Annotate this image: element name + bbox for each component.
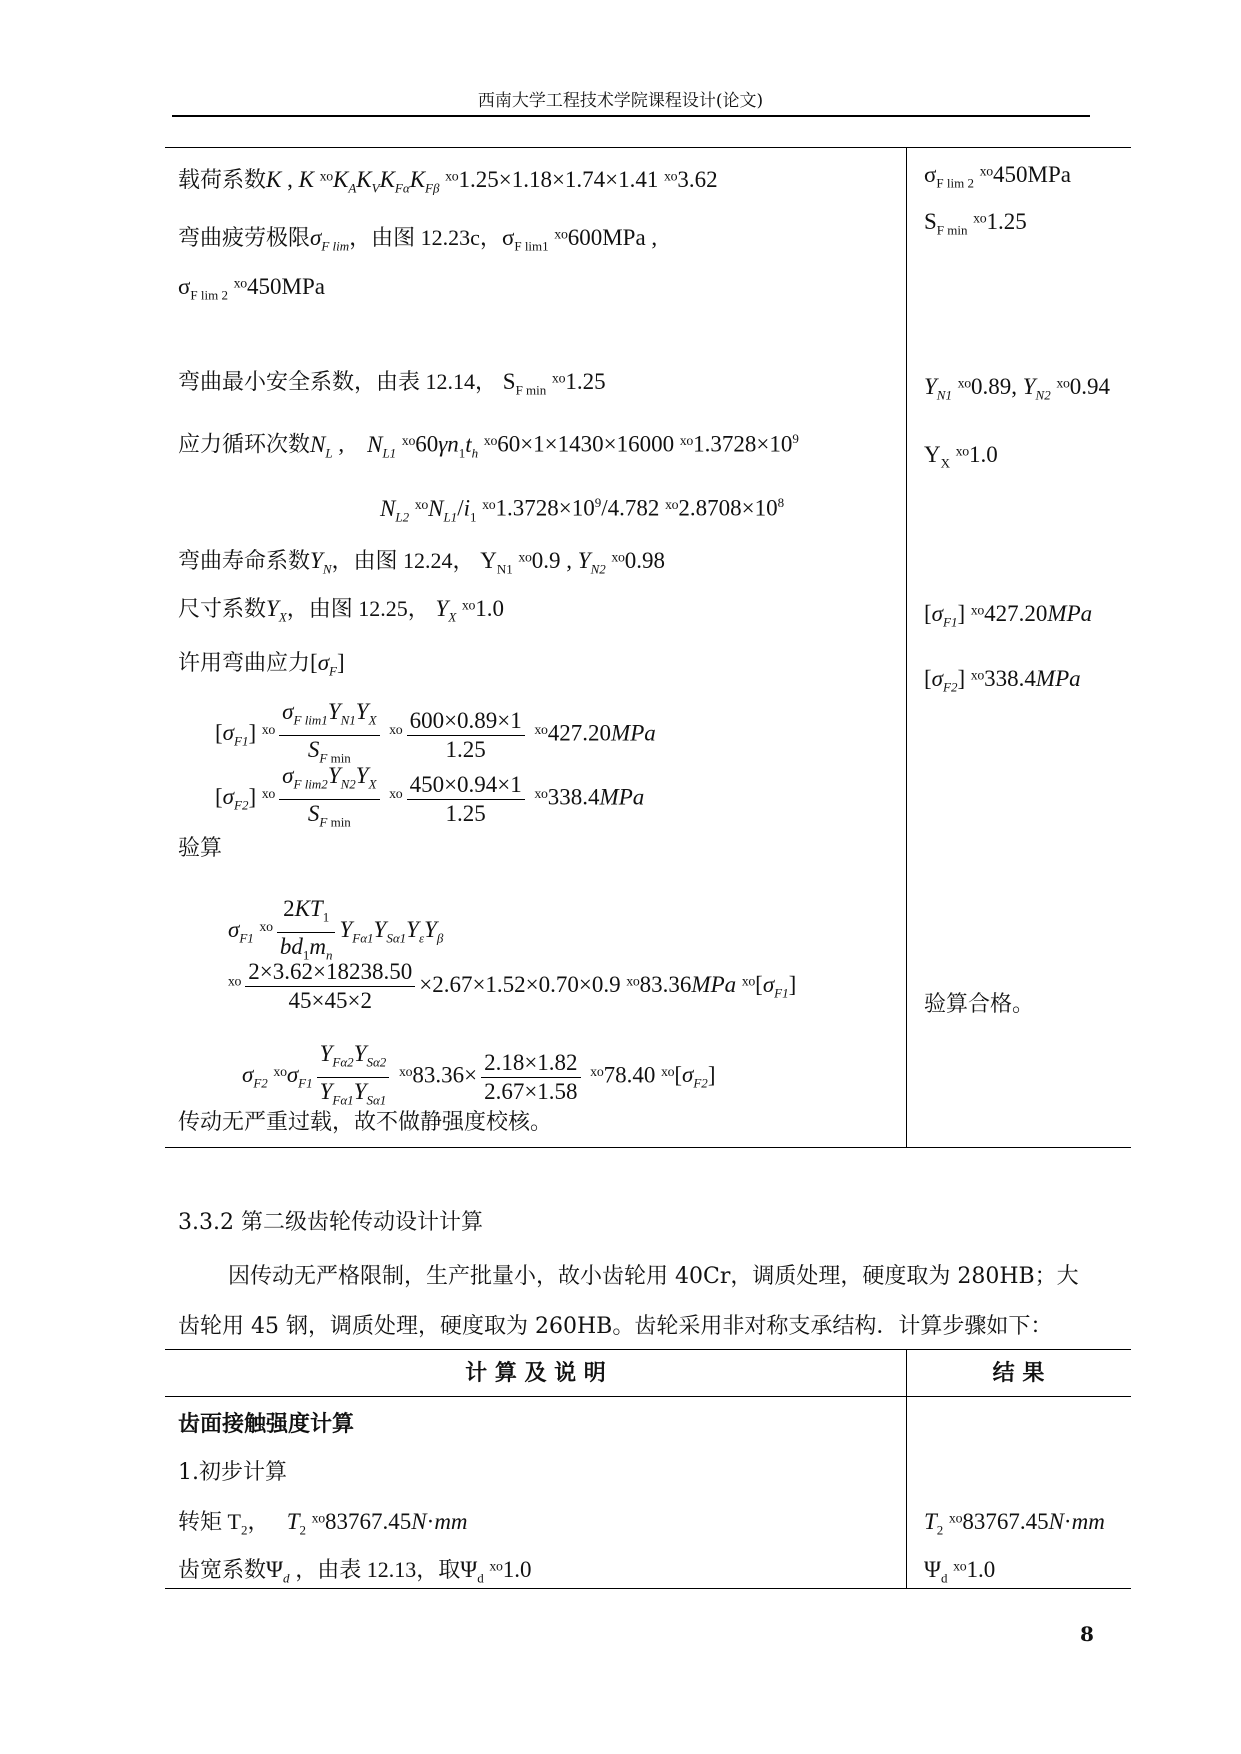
stress-cycles-row: 应力循环次数$N_L$ , $N_{L1}$ $ˣᵒ60\gamma n_1t_h$ ˣᵒ60×1×1430×16000 $ˣᵒ1.3728\times 10^9$	[178, 431, 799, 461]
fatigue-limit-row: 弯曲疲劳极限$\sigma_{F lim}$，由图 12.23c，$\sigma_{F lim1}$ ˣᵒ600MPa ,	[178, 225, 658, 254]
result-yn: $Y_{N1}$ ˣᵒ0.89, $Y_{N2}$ ˣᵒ0.94	[924, 374, 1110, 403]
allowable-sigma-f2: $[\sigma_{F2}]$ ˣᵒ $\frac{\sigma_{F lim2}Y_{N2}Y_X}{S_F _{min}}$ ˣᵒ $\frac{450\times 0.94\times 1}{1.25}$ ˣᵒ338.4MPa	[215, 763, 645, 830]
contact-strength-heading: 齿面接触强度计算	[178, 1411, 355, 1437]
table2-top-border	[165, 1349, 1131, 1350]
section-paragraph-line2: 齿轮用 45 钢，调质处理，硬度取为 260HB。齿轮采用非对称支承结构．计算步骤如下：	[178, 1314, 1053, 1339]
header-rule	[172, 115, 1090, 117]
result-check-ok: 验算合格。	[924, 992, 1035, 1017]
result-torque: $T_2$ ˣᵒ83767.45N·mm	[924, 1509, 1105, 1538]
preliminary-calc-label: 1.初步计算	[178, 1460, 287, 1485]
sigma-f1-check: $\sigma_{F1}$ ˣᵒ $\frac{2KT_1}{bd_1m_n}$ $Y_{F\alpha 1}Y_{S\alpha 1}Y_\varepsilon Y_\beta$	[228, 896, 444, 963]
result-allow-f1: $[\sigma_{F1}]$ ˣᵒ427.20MPa	[924, 601, 1093, 630]
result-face-width: $\Psi_d$ ˣᵒ1.0	[924, 1557, 996, 1586]
fatigue-limit-row-2: $\sigma_{F lim 2}$ ˣᵒ450MPa	[178, 274, 325, 303]
sigma-f1-check-2: ˣᵒ $\frac{2\times 3.62\times 18238.50}{45\times 45\times 2}$ ×2.67×1.52×0.70×0.9 ˣᵒ83.36MPa $ˣᵒ[\sigma_{F1}]$	[228, 959, 797, 1013]
section-heading: 3.3.2 第二级齿轮传动设计计算	[178, 1210, 483, 1235]
size-factor-row: 尺寸系数$Y_X$，由图 12.25， $Y_X$ ˣᵒ1.0	[178, 596, 505, 625]
result-allow-f2: $[\sigma_{F2}]$ ˣᵒ338.4MPa	[924, 666, 1081, 695]
table1-top-border	[165, 147, 1131, 148]
table2-col1-header: 计 算 及 说 明	[465, 1360, 606, 1386]
result-yx: $Y_X$ ˣᵒ1.0	[924, 442, 998, 471]
stress-cycles-row-2: $N_{L2}$ $ˣᵒN_{L1}/i_1$ $ˣᵒ1.3728\times 10^9/4.782$ $ˣᵒ2.8708\times 10^8$	[380, 495, 785, 525]
life-factor-row: 弯曲寿命系数$Y_N$，由图 12.24， $Y_{N1}$ ˣᵒ0.9 , $Y_{N2}$ ˣᵒ0.98	[178, 548, 666, 577]
result-sigma-flim2: $\sigma_{F lim 2}$ ˣᵒ450MPa	[924, 162, 1071, 191]
table1-column-divider	[906, 147, 907, 1147]
load-factor-row: 载荷系数K , K $ˣᵒK_AK_VK_{F\alpha}K_{F\beta}$ ˣᵒ1.25×1.18×1.74×1.41 ˣᵒ3.62	[178, 167, 718, 196]
torque-row: 转矩 $T_2$， $T_2$ ˣᵒ83767.45N·mm	[178, 1509, 468, 1538]
page-number: 8	[1080, 1622, 1094, 1646]
table2-col2-header: 结 果	[992, 1360, 1045, 1386]
min-safety-row: 弯曲最小安全系数，由表 12.14， $S_{F min}$ ˣᵒ1.25	[178, 369, 606, 398]
allowable-stress-row: 许用弯曲应力$[\sigma_F]$	[178, 650, 345, 679]
face-width-row: 齿宽系数$\Psi_d$ ，由表 12.13，取$\Psi_d$ ˣᵒ1.0	[178, 1557, 532, 1586]
check-label: 验算	[178, 836, 223, 861]
static-strength-note: 传动无严重过载，故不做静强度校核。	[178, 1110, 553, 1135]
section-paragraph-line1: 因传动无严格限制，生产批量小，故小齿轮用 40Cr，调质处理，硬度取为 280HB；大	[228, 1264, 1079, 1289]
allowable-sigma-f1: $[\sigma_{F1}]$ ˣᵒ $\frac{\sigma_{F lim1}Y_{N1}Y_X}{S_F _{min}}$ ˣᵒ $\frac{600\times 0.89\times 1}{1.25}$ ˣᵒ427.20MPa	[215, 699, 656, 766]
table2-header-border	[165, 1396, 1131, 1397]
result-sf-min: $S_{F min}$ ˣᵒ1.25	[924, 209, 1027, 238]
table1-bottom-border	[165, 1147, 1131, 1148]
sigma-f2-check: $\sigma_{F2}$ ˣᵒσ$_{F1}$ $\frac{Y_{F\alpha 2}Y_{S\alpha 2}}{Y_{F\alpha 1}Y_{S\alpha 1}}$ ˣᵒ83.36× $\frac{2.18\times 1.82}{2.67\times 1.58}$ ˣᵒ78.40 $ˣᵒ[\sigma_{F2}]$	[242, 1041, 716, 1108]
running-header: 西南大学工程技术学院课程设计(论文)	[477, 91, 764, 111]
